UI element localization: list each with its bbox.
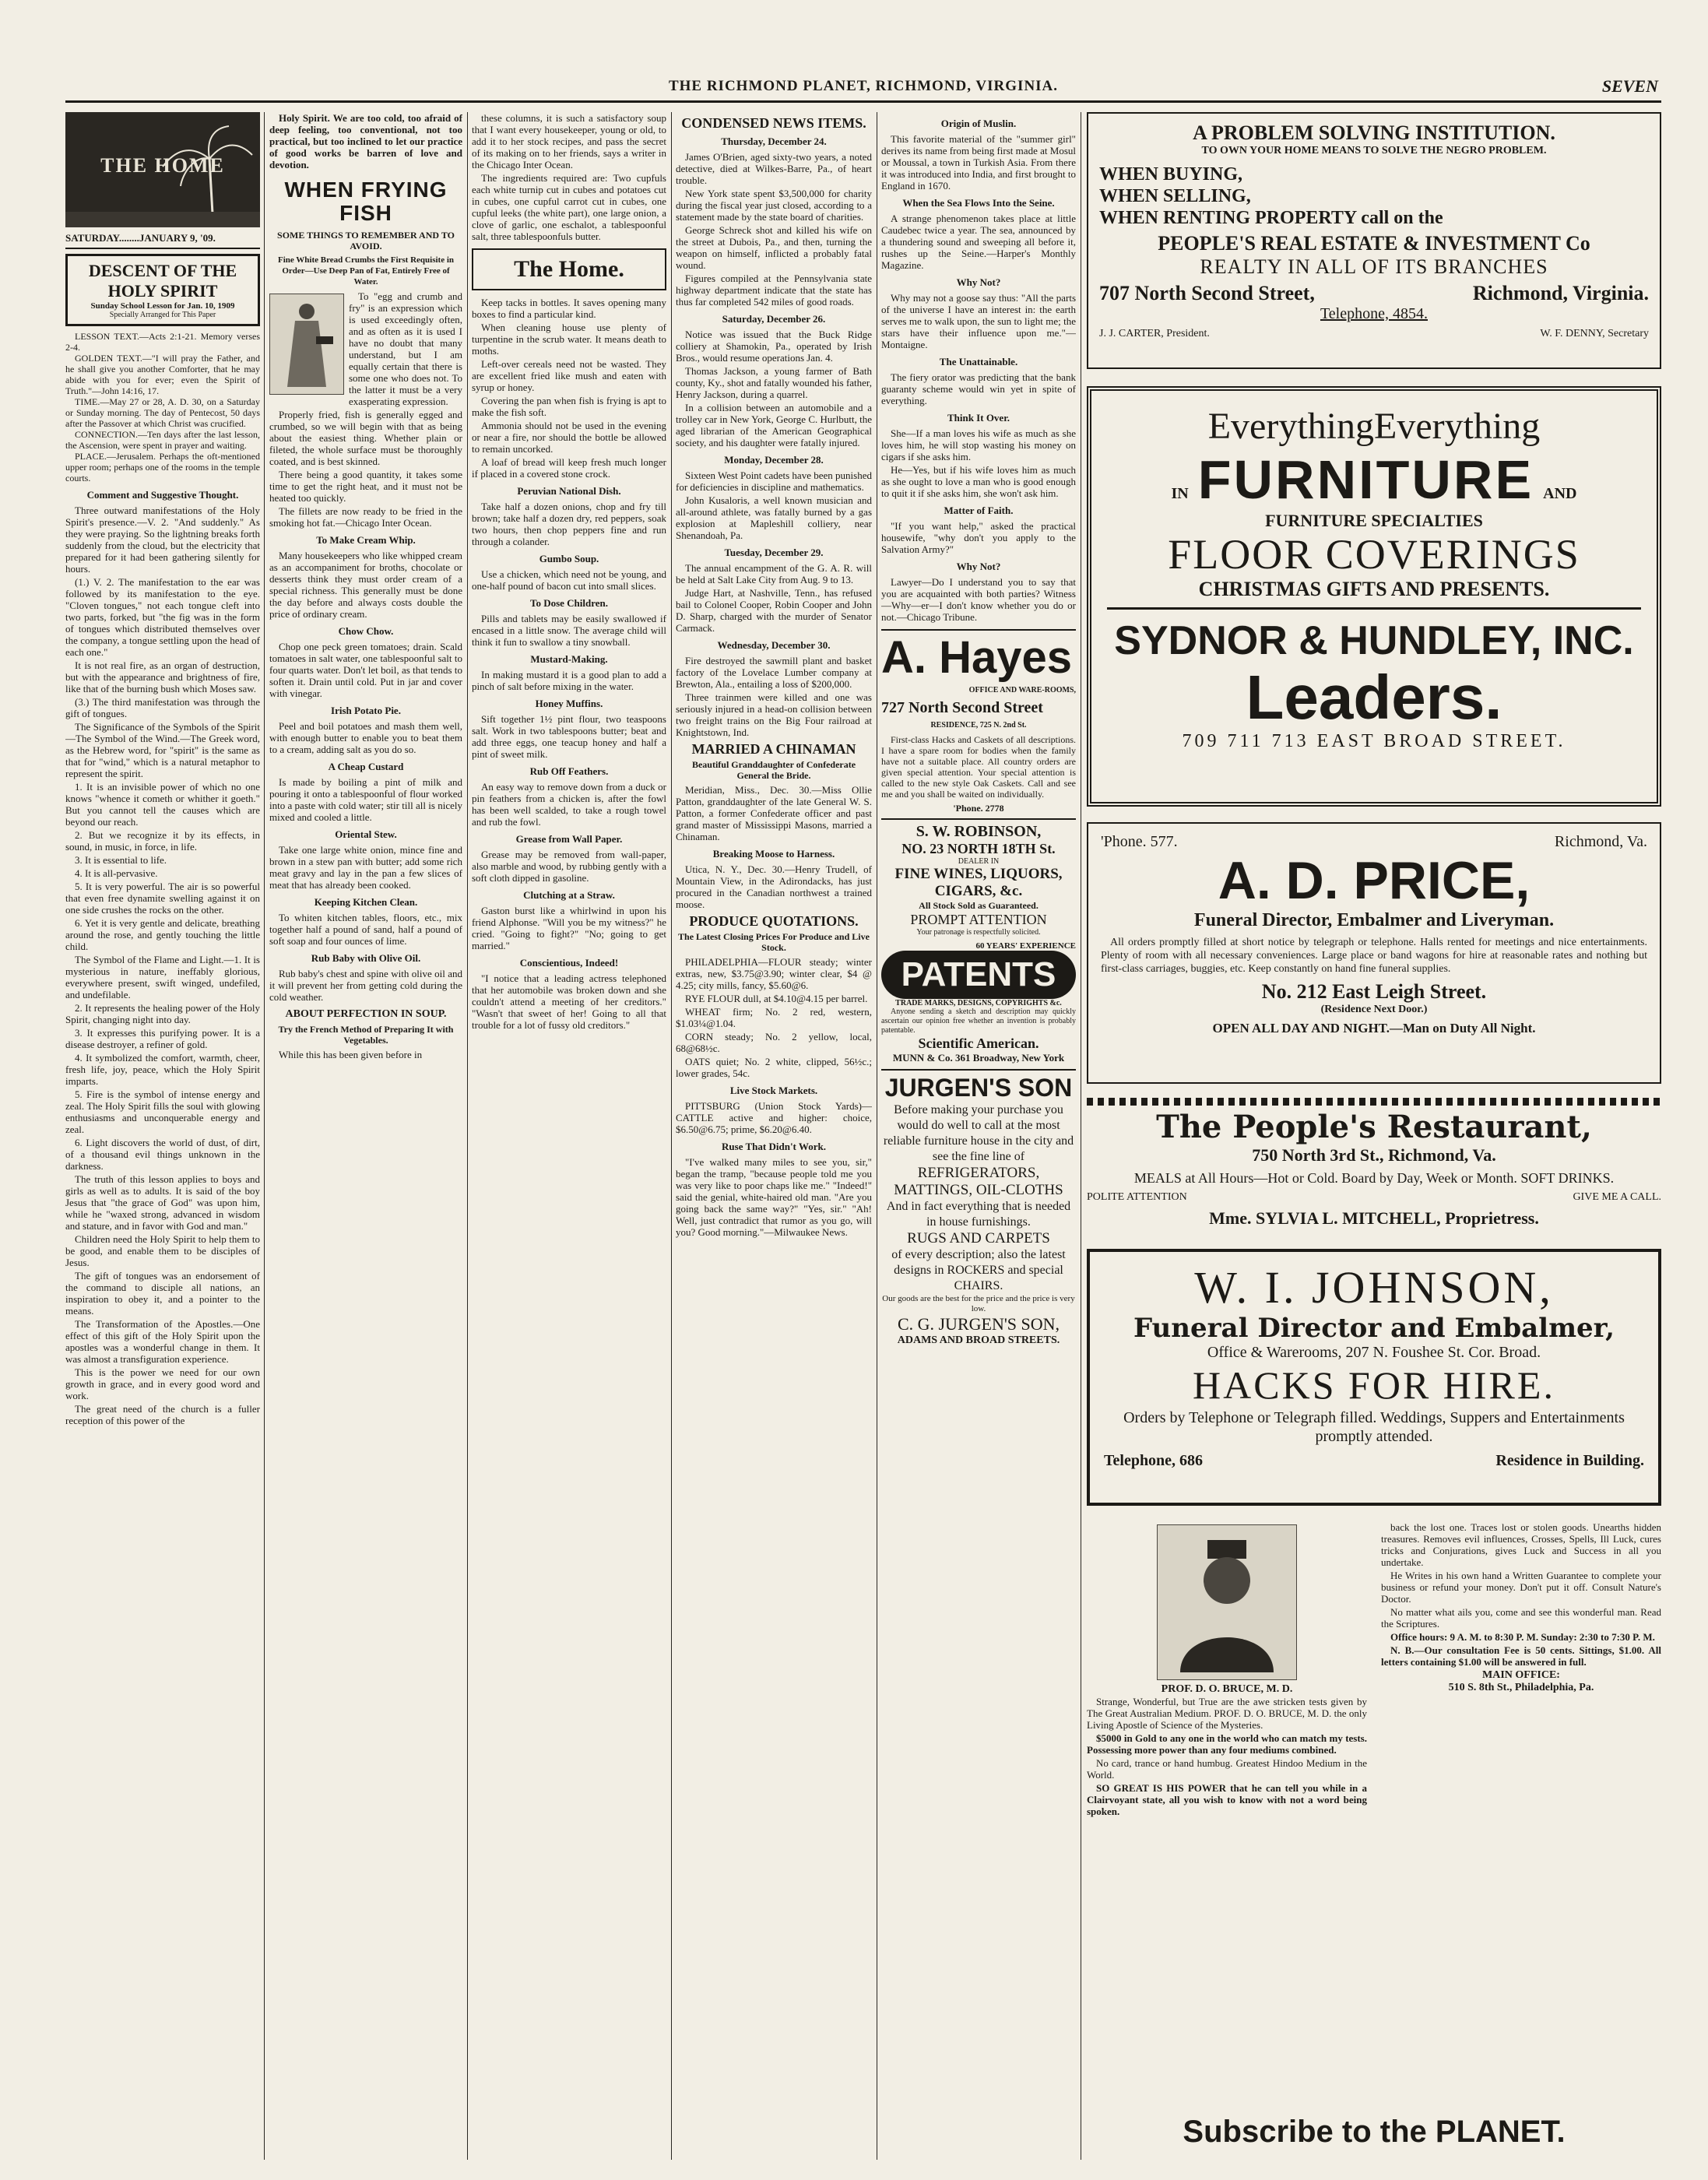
- paragraph: Take half a dozen onions, chop and fry till brown; take half a dozen dry, red peppers, soak two hours, then chop peppers fine and run through a colander.: [472, 501, 666, 547]
- paragraph: 1. It is an invisible power of which no one knows "whence it cometh or whither it goeth." But you cannot tell the causes which are beyond our reach.: [65, 781, 260, 828]
- patents-word: PATENTS: [881, 951, 1076, 999]
- paragraph: CORN steady; No. 2 yellow, local, 68@68½c.: [676, 1031, 872, 1054]
- ad-line: WHEN SELLING,: [1099, 186, 1251, 206]
- column-rule: [467, 112, 468, 2160]
- paragraph: RYE FLOUR dull, at $4.10@4.15 per barrel.: [685, 993, 868, 1004]
- column-rule: [671, 112, 672, 2160]
- ad-headline: EverythingEverything: [1207, 406, 1541, 447]
- subheading: Breaking Moose to Harness.: [712, 848, 835, 860]
- hours: OPEN ALL DAY AND NIGHT.—Man on Duty All Night.: [1212, 1021, 1536, 1036]
- patents-text: Anyone sending a sketch and description may quickly ascertain our opinion free whether an invention is probably patentable.: [881, 1007, 1076, 1035]
- article-deck: Fine White Bread Crumbs the First Requisite in Order—Use Deep Pan of Fat, Entirely Free of Water.: [277, 255, 454, 287]
- paragraph: Thomas Jackson, a young farmer of Bath county, Ky., shot and fatally wounded his father, Henry Jackson, during a quarrel.: [676, 365, 872, 400]
- ad-title: A PROBLEM SOLVING INSTITUTION.: [1193, 121, 1555, 144]
- subheading: Origin of Muslin.: [940, 118, 1017, 129]
- ad-line: WHEN BUYING,: [1099, 164, 1243, 185]
- paragraph: SO GREAT IS HIS POWER that he can tell you while in a Clairvoyant state, all you wish to know with not a word being spoken.: [1087, 1782, 1367, 1817]
- paragraph: PLACE.—Jerusalem. Perhaps the oft-mentioned upper room; perhaps one of the rooms in the temple courts.: [65, 451, 260, 483]
- subheading: Peruvian National Dish.: [517, 485, 621, 497]
- paragraph: When cleaning house use plenty of turpentine in the scrub water. It means death to moths.: [472, 322, 666, 357]
- subheading: A Cheap Custard: [328, 761, 404, 772]
- patents-ad: [881, 941, 1076, 1064]
- paragraph: 6. Yet it is very gentle and delicate, breathing around the rose, and gently touching the little child.: [65, 917, 260, 952]
- jurgen-address: ADAMS AND BROAD STREETS.: [897, 1334, 1060, 1346]
- floor-coverings: FLOOR COVERINGS: [1168, 531, 1580, 578]
- subheading: Comment and Suggestive Thought.: [86, 489, 239, 501]
- date-heading: Saturday, December 26.: [722, 313, 826, 325]
- article-deck: The Latest Closing Prices For Produce and Live Stock.: [678, 931, 870, 953]
- article-subtitle: SOME THINGS TO REMEMBER AND TO AVOID.: [277, 230, 455, 251]
- paragraph: An easy way to remove down from a duck or pin feathers from a chicken is, after the fowl has been well scalded, to take a rough towel and rub the fowl.: [472, 781, 666, 828]
- subheading: To Dose Children.: [529, 597, 609, 609]
- column-2: [269, 112, 462, 2160]
- paragraph: The Significance of the Symbols of the Spirit—The Symbol of the Wind.—The Greek word, as the Hebrew word, for "spirit" is the same as that for "wind," which is a natural metaphor to represent the spirit.: [65, 721, 260, 779]
- article-title: WHEN FRYING FISH: [284, 178, 448, 225]
- page-folio: SEVEN: [1601, 76, 1658, 96]
- the-home-header: The Home.: [472, 248, 666, 290]
- hayes-residence: RESIDENCE, 725 N. 2nd St.: [930, 721, 1027, 730]
- subheading: Grease from Wall Paper.: [515, 833, 623, 845]
- word-and: AND: [1543, 485, 1577, 502]
- patents-munn: MUNN & Co. 361 Broadway, New York: [892, 1052, 1065, 1064]
- date-heading: Monday, December 28.: [724, 454, 824, 466]
- masthead-title: THE RICHMOND PLANET, RICHMOND, VIRGINIA.: [668, 78, 1059, 94]
- subheading: Mustard-Making.: [530, 653, 608, 665]
- subheading: Conscientious, Indeed!: [519, 957, 619, 969]
- paragraph: There being a good quantity, it takes some time to get the right heat, and it must not be heated too quickly.: [269, 469, 462, 504]
- trade: Funeral Director and Embalmer,: [1133, 1313, 1615, 1344]
- paragraph: 3. It expresses this purifying power. It is a disease destroyer, a refiner of gold.: [65, 1027, 260, 1050]
- ad-line: WHEN RENTING PROPERTY call on the: [1099, 208, 1443, 228]
- paragraph: Utica, N. Y., Dec. 30.—Henry Trudell, of Mountain View, in the Adirondacks, has just procured in the Canadian northwest a trained moose.: [676, 863, 872, 910]
- paragraph: New York state spent $3,500,000 for charity during the fiscal year just closed, according to a statement made by the state board of charities.: [676, 188, 872, 223]
- address-row: [1099, 282, 1649, 305]
- paragraph: $5000 in Gold to any one in the world who can match my tests. Possessing more power than any four mediums combined.: [1087, 1732, 1367, 1756]
- paragraph: Sixteen West Point cadets have been punished for deficiencies in discipline and mathematics.: [676, 469, 872, 493]
- city: Richmond, Virginia.: [1472, 282, 1649, 304]
- address: No. 212 East Leigh Street.: [1261, 980, 1487, 1003]
- paragraph: Covering the pan when fish is frying is apt to make the fish soft.: [472, 395, 666, 418]
- paragraph: While this has been given before in: [279, 1049, 423, 1060]
- article-deck: Beautiful Granddaughter of Confederate General the Bride.: [691, 759, 856, 781]
- christmas-line: CHRISTMAS GIFTS AND PRESENTS.: [1107, 578, 1641, 610]
- woman-cooking-illustration: [269, 294, 344, 395]
- bruce-medium-ad: [1087, 1521, 1661, 2144]
- portrait-icon: [1165, 1532, 1289, 1672]
- jurgen-goods: REFRIGERATORS, MATTINGS, OIL-CLOTHS: [894, 1165, 1063, 1198]
- residence: Residence in Building.: [1495, 1452, 1644, 1469]
- paragraph: Lawyer—Do I understand you to say that you are acquainted with both parties? Witness—Why—er—I don't know whether you do or not.—Chicago Tribune.: [881, 576, 1076, 623]
- paragraph: It is not real fire, as an organ of destruction, but with the appearance and brightness of fire, like that of the burning bush which Moses saw.: [65, 659, 260, 694]
- paragraph: The annual encampment of the G. A. R. will be held at Salt Lake City from Aug. 9 to 13.: [676, 562, 872, 585]
- paragraph: Sift together 1½ pint flour, two teaspoons salt. Work in two tablespoons butter; beat and add three eggs, one teacup honey and half a pint of sweet milk.: [472, 713, 666, 760]
- jurgen-title: JURGEN'S SON: [884, 1074, 1073, 1102]
- residence: (Residence Next Door.): [1320, 1004, 1428, 1015]
- sydnor-hundley-ad: [1087, 386, 1661, 807]
- subheading: Matter of Faith.: [944, 505, 1014, 516]
- subheading: Ruse That Didn't Work.: [722, 1141, 826, 1152]
- paragraph: 5. Fire is the symbol of intense energy and zeal. The Holy Spirit fills the soul with glowing enthusiasms and unconquerable energy and zeal.: [65, 1088, 260, 1135]
- word-in: IN: [1171, 485, 1189, 502]
- subscribe-banner: Subscribe to the PLANET.: [1183, 2115, 1566, 2149]
- paragraph: George Schreck shot and killed his wife on the street at Dubois, Pa., and then, turning the weapon on himself, inflicted a probably fatal wound.: [676, 224, 872, 271]
- address: 707 North Second Street,: [1099, 282, 1315, 304]
- paragraph: Chop one peck green tomatoes; drain. Scald tomatoes in salt water, one tablespoonful salt to four quarts water. Don't let boil, as that tends to soften it. Drain until cold. Put in jar and cover with vinegar.: [269, 641, 462, 699]
- furniture-row: [1107, 448, 1641, 511]
- realty-line: REALTY IN ALL OF ITS BRANCHES: [1200, 255, 1548, 278]
- article-title: MARRIED A CHINAMAN: [691, 741, 856, 757]
- hayes-name: A. Hayes: [881, 632, 1073, 683]
- date-heading: Thursday, December 24.: [721, 135, 827, 147]
- robinson-goods: FINE WINES, LIQUORS, CIGARS, &c.: [894, 866, 1063, 899]
- hayes-text: First-class Hacks and Caskets of all descriptions. I have a spare room for bodies when the family have not a suitable place. All country orders are given special attention. Your special attention is called to the new style Oak Caskets. Call and see me and you shall be waited on individually.: [881, 734, 1076, 800]
- hayes-sub: OFFICE AND WARE-ROOMS,: [968, 686, 1076, 694]
- paragraph: The gift of tongues was an endorsement of the command to disciple all nations, an inspiration to obey it, and a pointer to the means.: [65, 1270, 260, 1317]
- subheading: Clutching at a Straw.: [523, 889, 615, 901]
- dateline: SATURDAY........JANUARY 9, '09.: [65, 232, 260, 249]
- paragraph: (3.) The third manifestation was through the gift of tongues.: [65, 696, 260, 719]
- paragraph: these columns, it is such a satisfactory soup that I want every housekeeper, young or old, to add it to her stock recipes, and pass the secret of its making on to her friends, says a writer in the Chicago Inter Ocean.: [472, 112, 666, 171]
- paragraph: Gaston burst like a whirlwind in upon his friend Alphonse. "Will you be my witness?" he cried. "Going to fight?" "No; going to get married.": [472, 905, 666, 951]
- hacks-for-hire: HACKS FOR HIRE.: [1193, 1363, 1555, 1407]
- restaurant-row: [1087, 1191, 1661, 1204]
- paragraph: PHILADELPHIA—FLOUR steady; winter extras, new, $3.75@3.90; winter clear, $4 @ 4.25; city mills, fancy, $5.60@6.: [676, 956, 872, 991]
- jurgen-rugs: RUGS AND CARPETS: [907, 1230, 1050, 1246]
- ornament-border: [1087, 1098, 1661, 1106]
- price-funeral-ad: [1087, 822, 1661, 1084]
- paragraph: TIME.—May 27 or 28, A. D. 30, on a Saturday or Sunday morning. The day of Pentecost, 50 days after the Passover at which Christ was crucified.: [65, 396, 260, 429]
- woman-figure-icon: [276, 297, 338, 391]
- specialties: FURNITURE SPECIALTIES: [1265, 511, 1483, 530]
- paragraph: Keep tacks in bottles. It saves opening many boxes to find a particular kind.: [472, 297, 666, 320]
- paragraph: "I've walked many miles to see you, sir," began the tramp, "because people told me you was very like to poor chaps like me." "Indeed!" said the genial, white-haired old man. "Are you going back the same way?" "Yes, sir." "Ah! Well, just contradict that rumor as you go, will you? Good morning."—Milwaukee News.: [676, 1156, 872, 1238]
- jurgen-text: And in fact everything that is needed in house furnishings.: [886, 1200, 1071, 1229]
- subheading: When the Sea Flows Into the Seine.: [902, 197, 1055, 209]
- ad-subtitle: TO OWN YOUR HOME MEANS TO SOLVE THE NEGRO PROBLEM.: [1201, 145, 1547, 156]
- subheading: Think It Over.: [947, 412, 1010, 424]
- president: J. J. CARTER, President.: [1099, 328, 1210, 339]
- ad-text: All orders promptly filled at short notice by telegraph or telephone. Halls rented for meetings and nice entertainments. Plenty of room with all necessary conveniences. Large place or band wagons for hire at reasonable rates and nothing but first-class carriages, buggies, etc. Keep constantly on hand fine funeral supplies.: [1101, 937, 1647, 975]
- paragraph: Fire destroyed the sawmill plant and basket factory of the Lovelace Lumber company at Brewton, Ala., entailing a loss of $200,000.: [676, 655, 872, 690]
- section-logo-text: THE HOME: [100, 154, 225, 177]
- article-title: PRODUCE QUOTATIONS.: [689, 913, 859, 929]
- paragraph: To "egg and crumb and fry" is an expression which is used exceedingly often, and as often as it is used I have no doubt that many understand, but I am equally certain that there is some one who does not. To the latter it must be a very exasperating expression.: [349, 290, 462, 407]
- paragraph: Use a chicken, which need not be young, and one-half pound of bacon cut into small slices.: [472, 568, 666, 592]
- date-heading: Tuesday, December 29.: [724, 547, 824, 558]
- advertisements-area: [1087, 112, 1661, 2160]
- jurgen-text: Before making your purchase you would do well to call at the most reliable furniture house in the city and see the fine line of: [883, 1103, 1074, 1163]
- paragraph: 5. It is very powerful. The air is so powerful that even free dynamite swelling against it on one side crushes the rocks on the other.: [65, 881, 260, 916]
- proprietress: Mme. SYLVIA L. MITCHELL, Proprietress.: [1209, 1208, 1539, 1228]
- paragraph: Why may not a goose say thus: "All the parts of the universe I have an interest in: the earth serves me to walk upon, the sun to light me; the stars have their influence upon me."—Montaigne.: [881, 292, 1076, 350]
- hayes-address: 727 North Second Street: [881, 699, 1043, 716]
- subheading: ABOUT PERFECTION IN SOUP.: [285, 1008, 447, 1020]
- trade: Funeral Director, Embalmer and Liveryman.: [1193, 910, 1555, 930]
- subheading: The Unattainable.: [939, 356, 1018, 367]
- newspaper-page: [65, 75, 1661, 2161]
- column-1: [65, 112, 260, 2160]
- column-5: [881, 112, 1076, 2160]
- office: Office & Warerooms, 207 N. Foushee St. Cor. Broad.: [1207, 1344, 1541, 1361]
- paragraph: Three trainmen were killed and one was seriously injured in a head-on collision between two freight trains on the Big Four railroad at Knightstown, Ind.: [676, 691, 872, 738]
- paragraph: "I notice that a leading actress telephoned that her automobile was broken down and she couldn't attend a meeting of her creditors." "Wasn't that sweet of her! Going to all that trouble for a lot of fussy old creditors.": [472, 972, 666, 1031]
- paragraph: 4. It is all-pervasive.: [75, 867, 158, 879]
- paragraph: John Kusaloris, a well known musician and all-around athlete, was fatally burned by a gas explosion at Mapleshill colliery, near Shenandoah, Pa.: [676, 494, 872, 541]
- furniture-word: FURNITURE: [1197, 449, 1534, 510]
- column-4: [676, 112, 872, 2160]
- robinson-dealer: DEALER IN: [958, 857, 1000, 866]
- restaurant-address: 750 North 3rd St., Richmond, Va.: [1252, 1145, 1496, 1165]
- give-me-a-call: GIVE ME A CALL.: [1573, 1191, 1661, 1203]
- subheading: Honey Muffins.: [535, 698, 603, 709]
- jurgen-name: C. G. JURGEN'S SON,: [897, 1314, 1060, 1334]
- paragraph: Rub baby's chest and spine with olive oil and it will prevent her from getting cold during the cold weather.: [269, 968, 462, 1003]
- paragraph: back the lost one. Traces lost or stolen goods. Unearths hidden treasures. Removes evil influences, Crosses, Spells, Ill Luck, cures tricks and Conjurations, gives Luck and Success in all you undertake.: [1381, 1521, 1661, 1568]
- paragraph: Notice was issued that the Buck Ridge colliery at Shamokin, Pa., operated by Irish Bros., would resume operations Jan. 4.: [676, 329, 872, 364]
- paragraph: A strange phenomenon takes place at little Caudebec twice a year. The sea, announced by a thundering sound and sweeping all before it, rushes up the Seine.—Harper's Monthly Magazine.: [881, 213, 1076, 271]
- article-title: CONDENSED NEWS ITEMS.: [681, 115, 866, 131]
- column-rule: [264, 112, 265, 2160]
- subheading: To Make Cream Whip.: [316, 534, 416, 546]
- phone: 'Phone. 577.: [1101, 833, 1178, 850]
- paragraph: The truth of this lesson applies to boys and girls as well as to adults. It is said of the boy Jesus that "the grace of God" was upon him, while he "waxed strong, advanced in wisdom and stature, and in favor with God and man.": [65, 1173, 260, 1232]
- leaders-word: Leaders.: [1246, 663, 1502, 732]
- paragraph: GOLDEN TEXT.—"I will pray the Father, and he shall give you another Comforter, that he may abide with you for ever; even the Spirit of Truth."—John 14:16, 17.: [65, 353, 260, 396]
- paragraph: OATS quiet; No. 2 white, clipped, 56½c.; lower grades, 54c.: [676, 1056, 872, 1079]
- paragraph: Peel and boil potatoes and mash them well, with enough butter to enable you to beat them to a cream, adding salt as you do so.: [269, 720, 462, 755]
- paragraph: 2. It represents the healing power of the Holy Spirit, changing night into day.: [65, 1002, 260, 1025]
- portrait-caption: PROF. D. O. BRUCE, M. D.: [1161, 1683, 1293, 1695]
- city: Richmond, Va.: [1554, 833, 1647, 850]
- robinson-address: NO. 23 NORTH 18TH St.: [901, 841, 1056, 856]
- paragraph: A loaf of bread will keep fresh much longer if placed in a covered stone crock.: [472, 456, 666, 480]
- paragraph: The Transformation of the Apostles.—One effect of this gift of the Holy Spirit upon the apostles was a wonderful change in them. It was almost a transfiguration experience.: [65, 1318, 260, 1365]
- paragraph: No matter what ails you, come and see this wonderful man. Read the Scriptures.: [1381, 1606, 1661, 1630]
- paragraph: In a collision between an automobile and a trolley car in New York, George C. Hurlbutt, the aged librarian of the American Geographical society, and his daughter were fatally injured.: [676, 402, 872, 448]
- telephone: Telephone, 686: [1104, 1452, 1204, 1469]
- paragraph: Take one large white onion, mince fine and brown in a stew pan with butter; add some rich meat gravy and lay in the pan a few slices of meat that has already been cooked.: [269, 844, 462, 891]
- robinson-prompt: PROMPT ATTENTION: [910, 912, 1047, 927]
- lesson-title: DESCENT OF THE HOLY SPIRIT: [88, 261, 237, 301]
- paragraph: PITTSBURG (Union Stock Yards)—CATTLE active and higher: choice, $6.50@6.75; prime, $6.20@6.40.: [676, 1100, 872, 1135]
- paragraph: In making mustard it is a good plan to add a pinch of salt before mixing in the water.: [472, 669, 666, 692]
- subheading: Chow Chow.: [338, 625, 394, 637]
- paragraph: LESSON TEXT.—Acts 2:1-21. Memory verses 2-4.: [65, 331, 260, 353]
- robinson-stock: All Stock Sold as Guaranteed.: [919, 900, 1039, 911]
- paragraph: The fillets are now ready to be fried in the smoking hot fat.—Chicago Inter Ocean.: [269, 505, 462, 529]
- paragraph: N. B.—Our consultation Fee is 50 cents. Sittings, $1.00. All letters containing $1.00 will be answered in full.: [1381, 1644, 1661, 1668]
- masthead: [65, 75, 1661, 103]
- main-office-label: MAIN OFFICE:: [1482, 1669, 1560, 1681]
- subheading: Gumbo Soup.: [539, 553, 599, 564]
- restaurant-ad: [1087, 1095, 1661, 1229]
- paragraph: Meridian, Miss., Dec. 30.—Miss Ollie Patton, granddaughter of the late General W. S. Patton, a former Confederate officer and past grand master of Mississippi Masons, married a Chinaman.: [676, 784, 872, 842]
- paragraph: The Symbol of the Flame and Light.—1. It is mysterious in nature, ineffably glorious, everywhere present, swift winged, undefiled, and undefilable.: [65, 954, 260, 1000]
- polite-attention: POLITE ATTENTION: [1087, 1191, 1187, 1203]
- peoples-real-estate-ad: [1087, 112, 1661, 369]
- phone-row: [1101, 833, 1647, 851]
- paragraph: 2. But we recognize it by its effects, in sound, in music, in force, in life.: [65, 829, 260, 853]
- jurgen-text: of every description; also the latest designs in ROCKERS and special CHAIRS.: [891, 1248, 1066, 1292]
- article-deck: Try the French Method of Preparing It with Vegetables.: [278, 1024, 454, 1046]
- paragraph: 6. Light discovers the world of dust, of dirt, of a thousand evil things unknown in the darkness.: [65, 1137, 260, 1172]
- subheading: Why Not?: [956, 561, 1001, 572]
- restaurant-name: The People's Restaurant,: [1156, 1109, 1592, 1145]
- lesson-note: Specially Arranged for This Paper: [109, 311, 216, 319]
- paragraph: (1.) V. 2. The manifestation to the ear was followed by its manifestation to the eye. "Cloven tongues," not each tongue cleft into two parts, forked, but "the fig was in the form of tongues which distributed themselves over the company, a tongue settling upon the head of each one.": [65, 576, 260, 658]
- company-name: W. I. JOHNSON,: [1194, 1262, 1554, 1313]
- address: 709 711 713 EAST BROAD STREET.: [1182, 731, 1566, 751]
- paragraph: Holy Spirit. We are too cold, too afraid of deep feeling, too conventional, not too practical, but too inclined to let our practice of good works be barren of love and devotion.: [269, 112, 462, 171]
- paragraph: This favorite material of the "summer girl" derives its name from being first made at Mosul or Moussal, a town in Turkish Asia. From there it was introduced into India, and first brought to England in 1670.: [881, 133, 1076, 192]
- paragraph: The fiery orator was predicting that the bank guaranty scheme would win yet in spite of everything.: [881, 371, 1076, 406]
- paragraph: No card, trance or hand humbug. Greatest Hindoo Medium in the World.: [1087, 1757, 1367, 1781]
- section-logo: [65, 112, 260, 227]
- paragraph: Judge Hart, at Nashville, Tenn., has refused bail to Colonel Cooper, Robin Cooper and John D. Sharp, charged with the murder of Senator Carmack.: [676, 587, 872, 634]
- restaurant-meals: MEALS at All Hours—Hot or Cold. Board by Day, Week or Month. SOFT DRINKS.: [1133, 1170, 1615, 1186]
- paragraph: Pills and tablets may be easily swallowed if encased in a little snow. The average child will think it fun to swallow a tiny snowball.: [472, 613, 666, 648]
- officers-row: [1099, 328, 1649, 340]
- subheading: Why Not?: [956, 276, 1001, 288]
- paragraph: He—Yes, but if his wife loves him as much as she ought to love a man who is good enough to quit it if she asks him, she won't ask him.: [881, 464, 1076, 499]
- paragraph: Grease may be removed from wall-paper, also marble and wood, by rubbing gently with a soft cloth dipped in gasoline.: [472, 849, 666, 884]
- company-name: SYDNOR & HUNDLEY, INC.: [1114, 618, 1634, 663]
- secretary: W. F. DENNY, Secretary: [1540, 328, 1649, 339]
- robinson-patronage: Your patronage is respectfully solicited.: [916, 928, 1041, 937]
- subheading: Keeping Kitchen Clean.: [314, 896, 418, 908]
- paragraph: Left-over cereals need not be wasted. They are excellent fried like mush and eaten with syrup or honey.: [472, 358, 666, 393]
- company-name: PEOPLE'S REAL ESTATE & INVESTMENT Co: [1158, 232, 1590, 255]
- hayes-phone: 'Phone. 2778: [953, 803, 1004, 814]
- main-office-address: 510 S. 8th St., Philadelphia, Pa.: [1448, 1682, 1594, 1693]
- bruce-right: [1381, 1521, 1661, 1694]
- date-heading: Wednesday, December 30.: [717, 639, 831, 651]
- paragraph: Ammonia should not be used in the evening or near a fire, nor should the bottle be allowed to remain uncorked.: [472, 420, 666, 455]
- paragraph: She—If a man loves his wife as much as she loves him, he will stop wasting his money on cigars if she asks him.: [881, 427, 1076, 462]
- portrait-illustration: [1157, 1524, 1297, 1680]
- subheading: Rub Baby with Olive Oil.: [311, 952, 421, 964]
- contact-row: [1104, 1452, 1644, 1470]
- patents-experience: 60 YEARS' EXPERIENCE: [975, 941, 1076, 951]
- paragraph: Many housekeepers who like whipped cream as an accompaniment for broths, chocolate or desserts think they must order cream of a special richness. This generally must be done the day before and always costs double the price of ordinary cream.: [269, 550, 462, 620]
- hayes-ad: [881, 629, 1076, 814]
- paragraph: Strange, Wonderful, but True are the awe stricken tests given by The Great Australian Medium. PROF. D. O. BRUCE, M. D. the only Living Apostle of Science of the Mysteries.: [1087, 1696, 1367, 1731]
- paragraph: The great need of the church is a fuller reception of this power of the: [65, 1403, 260, 1426]
- robinson-ad: [881, 818, 1076, 937]
- paragraph: Children need the Holy Spirit to help them to be good, and enable them to be disciples of Jesus.: [65, 1233, 260, 1268]
- lesson-subtitle: Sunday School Lesson for Jan. 10, 1909: [90, 301, 235, 311]
- telephone: Telephone, 4854.: [1320, 305, 1428, 322]
- paragraph: Properly fried, fish is generally egged and crumbed, so we will begin with that as being about the easiest thing. Whether plain or fileted, the whole surface must be thoroughly coated, and is best skinned.: [269, 409, 462, 467]
- paragraph: The ingredients required are: Two cupfuls each white turnip cut in cubes and potatoes cut in cubes, one cupful carrot cut in cubes, one cupful leeks (the white part), one large onion, a clove of garlic, one eschalot, a tablespoonful salt, three tablespoonfuls butter.: [472, 172, 666, 242]
- subheading: Irish Potato Pie.: [331, 705, 401, 716]
- subheading: Oriental Stew.: [335, 828, 397, 840]
- subheading: Live Stock Markets.: [729, 1085, 818, 1096]
- paragraph: Office hours: 9 A. M. to 8:30 P. M. Sunday: 2:30 to 7:30 P. M.: [1390, 1631, 1655, 1643]
- paragraph: He Writes in his own hand a Written Guarantee to complete your business or refund your money. Don't put it off. Consult Nature's Doctor.: [1381, 1570, 1661, 1605]
- paragraph: James O'Brien, aged sixty-two years, a noted detective, died at Wilkes-Barre, Pa., of heart trouble.: [676, 151, 872, 186]
- column-3: [472, 112, 666, 2160]
- bruce-left: [1087, 1521, 1367, 1819]
- paragraph: To whiten kitchen tables, floors, etc., mix together half a pound of sand, half a pound of soft soap and four ounces of lime.: [269, 912, 462, 947]
- patents-marks: TRADE MARKS, DESIGNS, COPYRIGHTS &c.: [895, 999, 1062, 1007]
- orders: Orders by Telephone or Telegraph filled. Weddings, Suppers and Entertainments promptly attended.: [1123, 1409, 1625, 1445]
- johnson-funeral-ad: [1087, 1249, 1661, 1506]
- paragraph: 4. It symbolized the comfort, warmth, cheer, fresh life, joy, peace, which the Holy Spirit imparts.: [65, 1052, 260, 1087]
- paragraph: Figures compiled at the Pennsylvania state highway department indicate that the state has thus far completed 542 miles of good roads.: [676, 272, 872, 308]
- company-name: A. D. PRICE,: [1218, 851, 1531, 910]
- paragraph: Three outward manifestations of the Holy Spirit's presence.—V. 2. "And suddenly." As they were praying. So the lightning breaks forth suddenly from the cloud, but the electricity that prepared for it had been gathering silently for hours.: [65, 505, 260, 575]
- paragraph: WHEAT firm; No. 2 red, western, $1.03¼@1.04.: [676, 1006, 872, 1029]
- paragraph: CONNECTION.—Ten days after the last lesson, the Ascension, were spent in prayer and waiting.: [65, 429, 260, 451]
- lesson-title-box: [65, 254, 260, 326]
- paragraph: Is made by boiling a pint of milk and pouring it onto a tablespoonful of flour worked into a paste with cold water; stir till all is nicely mixed and cooled a little.: [269, 776, 462, 823]
- paragraph: This is the power we need for our own growth in grace, and in every good word and work.: [65, 1366, 260, 1401]
- patents-scientific-american: Scientific American.: [918, 1036, 1039, 1051]
- paragraph: "If you want help," asked the practical housewife, "why don't you apply to the Salvation Army?": [881, 520, 1076, 555]
- subheading: Rub Off Feathers.: [529, 765, 609, 777]
- robinson-name: S. W. ROBINSON,: [916, 823, 1042, 840]
- jurgen-text: Our goods are the best for the price and the price is very low.: [882, 1294, 1075, 1313]
- paragraph: 3. It is essential to life.: [75, 854, 167, 866]
- jurgen-ad: [881, 1069, 1076, 1347]
